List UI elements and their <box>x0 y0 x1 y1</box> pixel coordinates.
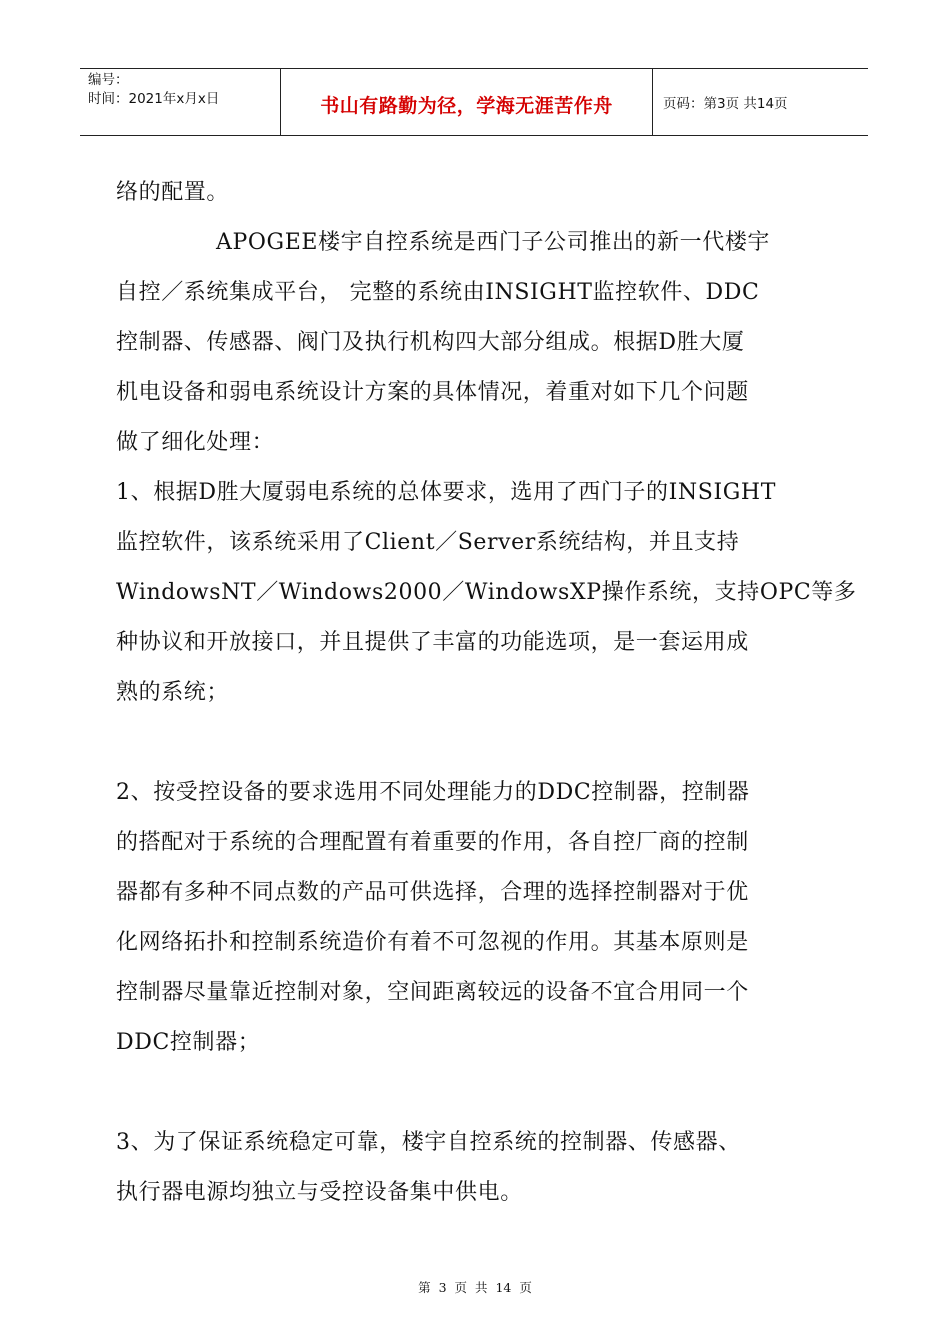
text-line: 机电设备和弱电系统设计方案的具体情况，着重对如下几个问题 <box>116 380 749 405</box>
text-line: 熟的系统； <box>116 680 230 705</box>
page-footer <box>0 1278 950 1296</box>
text-line: 器都有多种不同点数的产品可供选择，合理的选择控制器对于优 <box>116 880 749 905</box>
text-line: 种协议和开放接口，并且提供了丰富的功能选项，是一套运用成 <box>116 630 749 655</box>
number-label: 编号： <box>88 72 129 88</box>
page-header <box>80 68 868 136</box>
text-line: 的搭配对于系统的合理配置有着重要的作用，各自控厂商的控制 <box>116 830 749 855</box>
paragraph-spacer <box>116 1068 836 1118</box>
text-line: 控制器尽量靠近控制对象，空间距离较远的设备不宜合用同一个 <box>116 980 749 1005</box>
text-line: 1、根据D胜大厦弱电系统的总体要求，选用了西门子的INSIGHT <box>116 480 776 505</box>
paragraph <box>116 1118 836 1218</box>
text-line: DDC控制器； <box>116 1030 261 1055</box>
text-line: APOGEE楼宇自控系统是西门子公司推出的新一代楼宇 <box>216 230 771 255</box>
paragraph <box>116 168 836 218</box>
text-line: WindowsNT／Windows2000／WindowsXP操作系统，支持OPC等多 <box>116 580 857 605</box>
header-motto-cell <box>281 69 653 135</box>
text-line: 2、按受控设备的要求选用不同处理能力的DDC控制器，控制器 <box>116 780 750 805</box>
header-meta-cell <box>80 69 281 135</box>
page-number-label: 页码：第3页 共14页 <box>663 96 788 112</box>
text-line: 控制器、传感器、阀门及执行机构四大部分组成。根据D胜大厦 <box>116 330 745 355</box>
paragraph-spacer <box>116 718 836 768</box>
motto-text: 书山有路勤为径，学海无涯苦作舟 <box>320 94 613 117</box>
paragraph <box>116 218 836 468</box>
paragraph <box>116 468 857 718</box>
text-line: 自控／系统集成平台， 完整的系统由INSIGHT监控软件、DDC <box>116 280 760 305</box>
document-body <box>116 168 857 1218</box>
text-line: 络的配置。 <box>116 180 230 205</box>
date-label: 时间：2021年x月x日 <box>88 91 220 107</box>
text-line: 化网络拓扑和控制系统造价有着不可忽视的作用。其基本原则是 <box>116 930 749 955</box>
text-line: 执行器电源均独立与受控设备集中供电。 <box>116 1180 523 1205</box>
paragraph <box>116 768 836 1068</box>
footer-page-number: 第 3 页 共 14 页 <box>418 1280 532 1295</box>
text-line: 3、为了保证系统稳定可靠，楼宇自控系统的控制器、传感器、 <box>116 1130 741 1155</box>
header-page-cell <box>653 69 868 135</box>
text-line: 监控软件，该系统采用了Client／Server系统结构，并且支持 <box>116 530 740 555</box>
text-line: 做了细化处理： <box>116 430 275 455</box>
